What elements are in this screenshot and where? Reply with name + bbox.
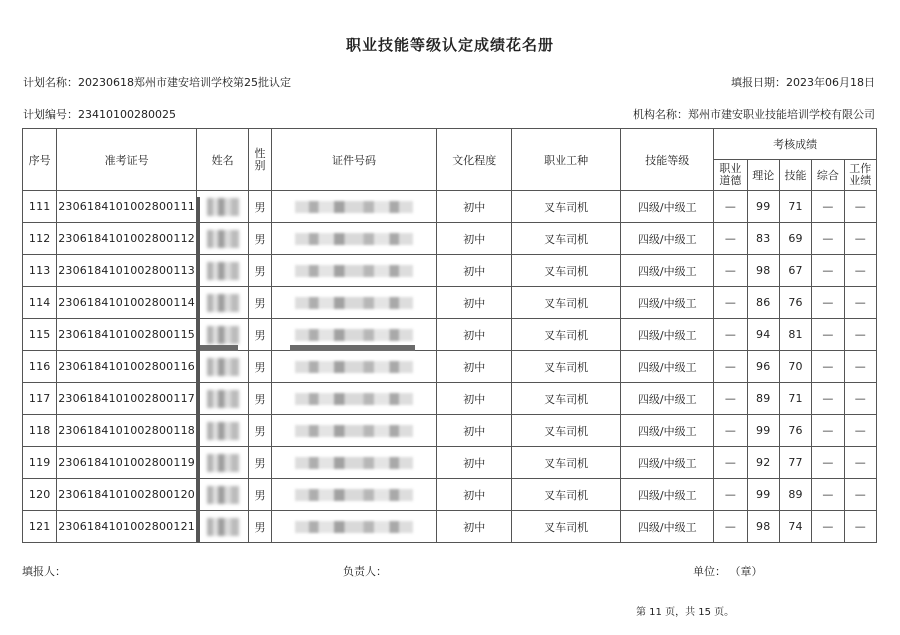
redacted-name [207,230,239,248]
header-gender: 性别 [249,129,271,191]
cell-skill: 67 [779,255,811,287]
cell-gender: 男 [249,383,271,415]
table-row [23,351,877,383]
cell-id-redacted [271,447,437,479]
header-skill: 技能 [779,160,811,191]
cell-gender: 男 [249,287,271,319]
cell-level: 四级/中级工 [621,223,714,255]
cell-name-redacted [196,479,249,511]
cell-id-redacted [271,351,437,383]
cell-seq: 119 [23,447,57,479]
cell-name-redacted [196,191,249,223]
cell-job: 叉车司机 [512,191,621,223]
redaction-mark [197,197,200,542]
redacted-name [207,198,239,216]
cell-id-redacted [271,287,437,319]
cell-exam-no: 2306184101002800120 [57,479,196,511]
cell-job: 叉车司机 [512,287,621,319]
plan-name: 计划名称：20230618郑州市建安培训学校第25批认定 [23,76,291,89]
redacted-name [207,390,239,408]
table-row [23,223,877,255]
cell-performance: — [844,319,876,351]
cell-performance: — [844,351,876,383]
cell-skill: 70 [779,351,811,383]
cell-id-redacted [271,191,437,223]
cell-skill: 77 [779,447,811,479]
table-row [23,255,877,287]
redacted-name [207,422,239,440]
cell-seq: 115 [23,319,57,351]
cell-education: 初中 [437,191,512,223]
redacted-id-number [295,489,413,501]
redacted-id-number [295,393,413,405]
cell-gender: 男 [249,319,271,351]
cell-job: 叉车司机 [512,255,621,287]
header-education: 文化程度 [437,129,512,191]
header-level: 技能等级 [621,129,714,191]
header-ethics: 职业道德 [714,160,747,191]
cell-name-redacted [196,255,249,287]
cell-overall: — [812,479,844,511]
table-row [23,191,877,223]
cell-gender: 男 [249,191,271,223]
cell-level: 四级/中级工 [621,511,714,543]
cell-education: 初中 [437,319,512,351]
cell-job: 叉车司机 [512,383,621,415]
cell-id-redacted [271,255,437,287]
cell-seq: 113 [23,255,57,287]
cell-education: 初中 [437,415,512,447]
redacted-name [207,486,239,504]
cell-ethics: — [714,383,747,415]
responsible-label: 负责人： [343,565,387,578]
cell-gender: 男 [249,479,271,511]
cell-education: 初中 [437,223,512,255]
document-title: 职业技能等级认定成绩花名册 [345,36,554,54]
cell-performance: — [844,447,876,479]
cell-exam-no: 2306184101002800111 [57,191,196,223]
cell-level: 四级/中级工 [621,287,714,319]
cell-education: 初中 [437,479,512,511]
cell-ethics: — [714,415,747,447]
redaction-mark [290,345,415,351]
cell-skill: 76 [779,415,811,447]
cell-gender: 男 [249,511,271,543]
cell-name-redacted [196,383,249,415]
cell-name-redacted [196,447,249,479]
cell-name-redacted [196,415,249,447]
redacted-id-number [295,329,413,341]
cell-skill: 71 [779,383,811,415]
cell-performance: — [844,223,876,255]
cell-overall: — [812,415,844,447]
cell-id-redacted [271,479,437,511]
cell-job: 叉车司机 [512,511,621,543]
cell-theory: 89 [747,383,779,415]
cell-overall: — [812,319,844,351]
cell-theory: 94 [747,319,779,351]
cell-exam-no: 2306184101002800116 [57,351,196,383]
redacted-id-number [295,425,413,437]
unit-seal-label: 单位： （章） [693,565,763,578]
cell-id-redacted [271,223,437,255]
cell-seq: 114 [23,287,57,319]
score-table [22,128,877,543]
cell-performance: — [844,415,876,447]
redacted-name [207,262,239,280]
cell-exam-no: 2306184101002800118 [57,415,196,447]
header-job: 职业工种 [512,129,621,191]
redacted-id-number [295,265,413,277]
cell-name-redacted [196,223,249,255]
plan-code: 计划编号：23410100280025 [23,108,176,121]
cell-education: 初中 [437,255,512,287]
cell-education: 初中 [437,383,512,415]
cell-skill: 71 [779,191,811,223]
cell-performance: — [844,383,876,415]
cell-seq: 118 [23,415,57,447]
cell-id-redacted [271,511,437,543]
header-id-no: 证件号码 [271,129,437,191]
cell-name-redacted [196,511,249,543]
header-performance: 工作业绩 [844,160,876,191]
table-row [23,447,877,479]
cell-theory: 99 [747,479,779,511]
cell-ethics: — [714,255,747,287]
cell-level: 四级/中级工 [621,415,714,447]
table-row [23,511,877,543]
cell-overall: — [812,383,844,415]
redacted-id-number [295,297,413,309]
fill-date: 填报日期：2023年06月18日 [731,76,875,89]
cell-overall: — [812,351,844,383]
cell-level: 四级/中级工 [621,351,714,383]
cell-education: 初中 [437,351,512,383]
cell-gender: 男 [249,415,271,447]
cell-ethics: — [714,319,747,351]
cell-gender: 男 [249,255,271,287]
filled-by-label: 填报人： [22,565,66,578]
redacted-id-number [295,233,413,245]
header-seq: 序号 [23,129,57,191]
table-row [23,383,877,415]
cell-skill: 89 [779,479,811,511]
cell-exam-no: 2306184101002800113 [57,255,196,287]
cell-exam-no: 2306184101002800119 [57,447,196,479]
cell-skill: 76 [779,287,811,319]
cell-ethics: — [714,447,747,479]
cell-job: 叉车司机 [512,415,621,447]
page-info: 第 11 页，共 15 页。 [636,607,735,618]
cell-skill: 74 [779,511,811,543]
table-row [23,287,877,319]
org-name: 机构名称：郑州市建安职业技能培训学校有限公司 [633,108,875,121]
cell-seq: 117 [23,383,57,415]
cell-ethics: — [714,351,747,383]
cell-level: 四级/中级工 [621,191,714,223]
cell-seq: 112 [23,223,57,255]
cell-theory: 98 [747,511,779,543]
cell-overall: — [812,191,844,223]
cell-job: 叉车司机 [512,479,621,511]
cell-performance: — [844,511,876,543]
cell-seq: 121 [23,511,57,543]
cell-level: 四级/中级工 [621,255,714,287]
cell-job: 叉车司机 [512,319,621,351]
cell-level: 四级/中级工 [621,479,714,511]
cell-name-redacted [196,351,249,383]
cell-education: 初中 [437,511,512,543]
cell-level: 四级/中级工 [621,383,714,415]
cell-overall: — [812,287,844,319]
cell-education: 初中 [437,447,512,479]
cell-theory: 92 [747,447,779,479]
redacted-id-number [295,521,413,533]
cell-ethics: — [714,223,747,255]
cell-job: 叉车司机 [512,351,621,383]
cell-theory: 98 [747,255,779,287]
cell-level: 四级/中级工 [621,447,714,479]
redacted-name [207,358,239,376]
cell-name-redacted [196,287,249,319]
header-scores-group: 考核成绩 [714,129,877,160]
cell-theory: 83 [747,223,779,255]
cell-gender: 男 [249,447,271,479]
cell-exam-no: 2306184101002800117 [57,383,196,415]
cell-id-redacted [271,415,437,447]
cell-overall: — [812,255,844,287]
cell-gender: 男 [249,351,271,383]
cell-performance: — [844,191,876,223]
table-row [23,415,877,447]
cell-exam-no: 2306184101002800112 [57,223,196,255]
header-theory: 理论 [747,160,779,191]
table-row [23,319,877,351]
redacted-name [207,294,239,312]
cell-theory: 96 [747,351,779,383]
cell-gender: 男 [249,223,271,255]
cell-seq: 116 [23,351,57,383]
redacted-name [207,518,239,536]
cell-job: 叉车司机 [512,223,621,255]
cell-overall: — [812,447,844,479]
cell-theory: 86 [747,287,779,319]
cell-exam-no: 2306184101002800114 [57,287,196,319]
redacted-name [207,326,239,344]
redacted-id-number [295,201,413,213]
cell-ethics: — [714,287,747,319]
cell-theory: 99 [747,191,779,223]
cell-performance: — [844,479,876,511]
cell-theory: 99 [747,415,779,447]
cell-performance: — [844,255,876,287]
cell-education: 初中 [437,287,512,319]
cell-overall: — [812,511,844,543]
cell-skill: 81 [779,319,811,351]
cell-exam-no: 2306184101002800121 [57,511,196,543]
cell-overall: — [812,223,844,255]
cell-ethics: — [714,511,747,543]
table-row [23,479,877,511]
cell-ethics: — [714,191,747,223]
table-body [23,191,877,543]
cell-seq: 120 [23,479,57,511]
redacted-id-number [295,457,413,469]
cell-skill: 69 [779,223,811,255]
cell-seq: 111 [23,191,57,223]
cell-ethics: — [714,479,747,511]
header-overall: 综合 [812,160,844,191]
header-exam-no: 准考证号 [57,129,196,191]
redacted-id-number [295,361,413,373]
cell-performance: — [844,287,876,319]
header-name: 姓名 [196,129,249,191]
cell-id-redacted [271,383,437,415]
cell-exam-no: 2306184101002800115 [57,319,196,351]
redacted-name [207,454,239,472]
cell-job: 叉车司机 [512,447,621,479]
cell-level: 四级/中级工 [621,319,714,351]
redaction-mark [200,345,238,351]
